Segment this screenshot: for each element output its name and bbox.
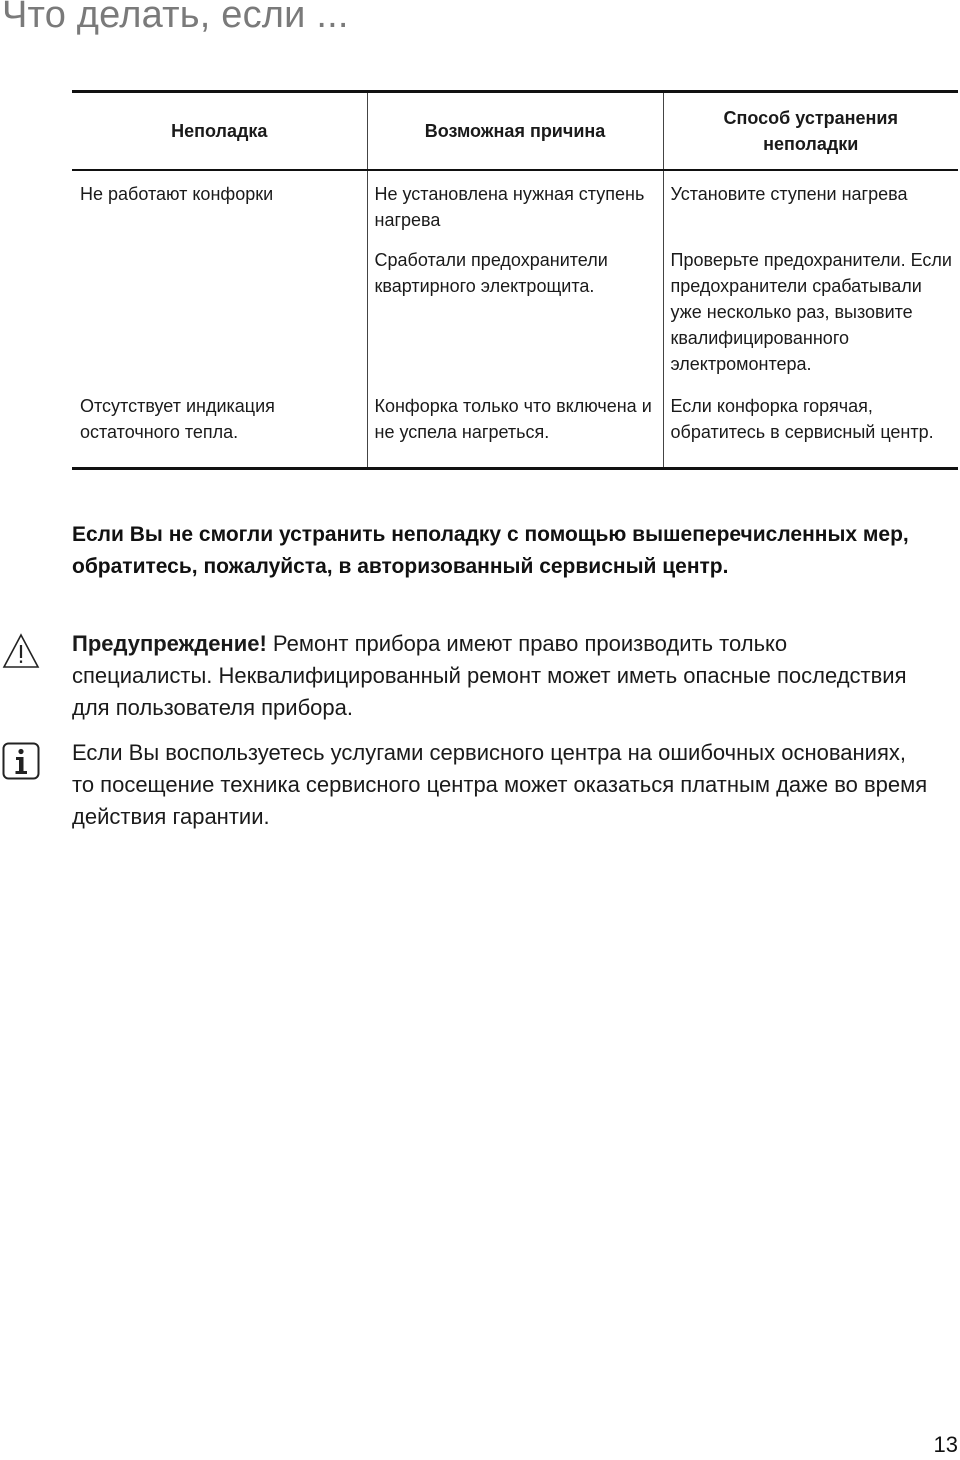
table-header-row: [72, 92, 958, 171]
warning-triangle-icon: [2, 632, 40, 670]
cell-remedy: Проверьте предохранители. Если предохранители срабатывали уже несколько раз, вызовите квалифицированного электромонтера.: [663, 233, 958, 377]
table-row: [72, 377, 958, 469]
cell-problem: Не работают конфорки: [80, 184, 274, 204]
cell-problem: Отсутствует индикация остаточного тепла.: [80, 396, 275, 442]
table-row: [72, 170, 958, 233]
header-remedy: Способ устранения неполадки: [663, 92, 958, 171]
cell-cause: Сработали предохранители квартирного электрощита.: [367, 233, 663, 377]
cell-remedy: Если конфорка горячая, обратитесь в сервисный центр.: [663, 377, 958, 469]
troubleshooting-table: [72, 90, 958, 470]
warning-lead: Предупреждение!: [72, 631, 267, 656]
page-number: 13: [933, 1432, 958, 1457]
warning-text: Ремонт прибора имеют право производить только специалисты. Неквалифицированный ремонт может иметь опасные последствия для пользователя прибора.: [72, 631, 907, 720]
cell-cause: Не установлена нужная ступень нагрева: [367, 170, 663, 233]
header-cause: Возможная причина: [367, 92, 663, 171]
warning-note: [72, 628, 932, 724]
info-note: Если Вы воспользуетесь услугами сервисного центра на ошибочных основаниях, то посещение техника сервисного центра может оказаться платным даже во время действия гарантии.: [72, 740, 928, 829]
info-icon: [2, 742, 40, 780]
cell-remedy: Установите ступени нагрева: [663, 170, 958, 233]
cell-cause: Конфорка только что включена и не успела нагреться.: [367, 377, 663, 469]
page-title: Что делать, если ...: [2, 0, 349, 36]
header-problem: Неполадка: [72, 92, 367, 171]
service-center-paragraph: Если Вы не смогли устранить неполадку с помощью вышеперечисленных мер, обратитесь, пожалуйста, в авторизованный сервисный центр.: [72, 523, 909, 578]
